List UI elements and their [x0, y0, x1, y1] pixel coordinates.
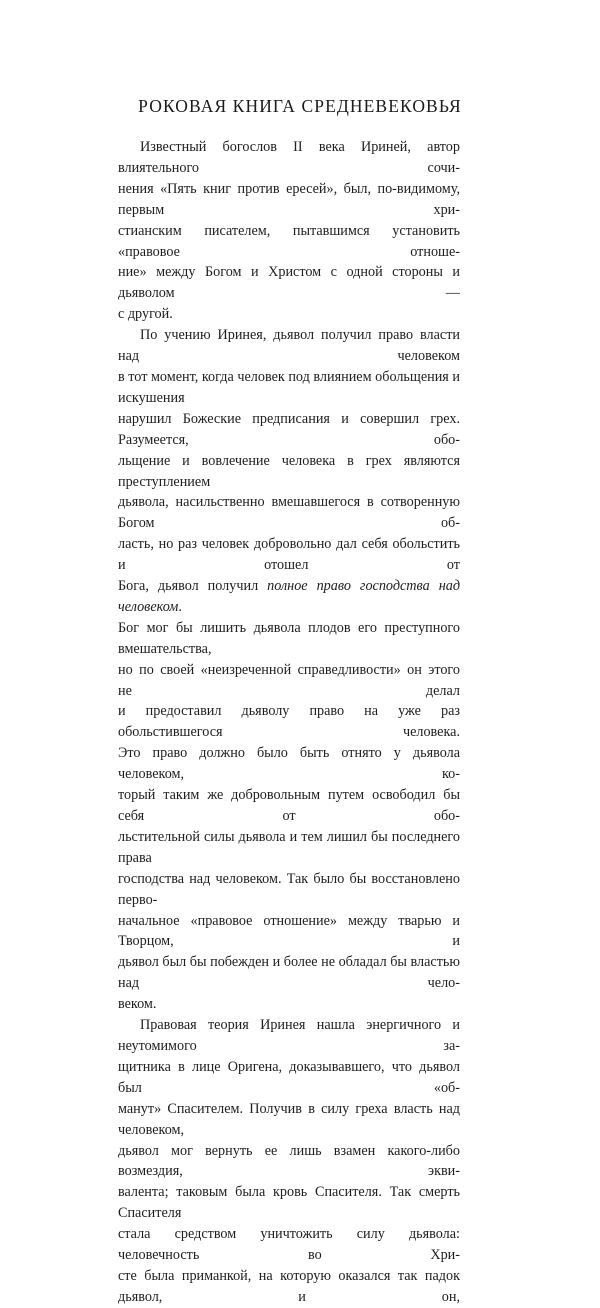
- text-line: ласть, но раз человек добровольно дал себя обольстить и отошел от: [118, 536, 460, 574]
- text-line: щитника в лице Оригена, доказывавшего, что дьявол был «об-: [118, 1058, 460, 1096]
- chapter-title: РОКОВАЯ КНИГА СРЕДНЕВЕКОВЬЯ: [138, 96, 462, 116]
- text-line: льщение и вовлечение человека в грех являются преступлением: [118, 452, 460, 490]
- text-line: манут» Спасителем. Получив в силу греха власть над человеком,: [118, 1100, 460, 1138]
- text-line-with-emphasis: [118, 576, 460, 618]
- text-line: господства над человеком. Так было бы восстановлено перво-: [118, 870, 460, 908]
- text-line: дьявол мог вернуть ее лишь взамен какого-либо возмездия, экви-: [118, 1142, 460, 1180]
- text-segment: .: [178, 598, 182, 615]
- text-line: ние» между Богом и Христом с одной стороны и дьяволом —: [118, 264, 460, 302]
- text-line: Известный богослов II века Ириней, автор влиятельного сочи-: [118, 139, 460, 176]
- text-line: но по своей «неизреченной справедливости» он этого не делал: [118, 661, 460, 699]
- text-line: в тот момент, когда человек под влиянием обольщения и искушения: [118, 368, 460, 406]
- text-line: торый таким же добровольным путем освободил бы себя от обо-: [118, 787, 460, 824]
- text-line: с другой.: [118, 306, 173, 323]
- text-line: Бог мог бы лишить дьявола плодов его преступного вмешательства,: [118, 619, 460, 657]
- text-line: и предоставил дьяволу право на уже раз обольстившегося человека.: [118, 703, 460, 741]
- chapter-body: [118, 137, 460, 1308]
- text-line: сте была приманкой, на которую оказался так падок дьявол, и он,: [118, 1267, 460, 1305]
- text-line: начальное «правовое отношение» между тварью и Творцом, и: [118, 912, 460, 950]
- text-line: стианским писателем, пытавшимся установить «правовое отноше-: [118, 222, 460, 260]
- text-segment: Бога, дьявол получил: [118, 578, 268, 595]
- text-line: стала средством уничтожить силу дьявола: человечность во Хри-: [118, 1226, 460, 1264]
- text-line: веком.: [118, 996, 157, 1013]
- paragraph-1: [118, 137, 460, 325]
- text-line: дьявола, насильственно вмешавшегося в сотворенную Богом об-: [118, 494, 460, 532]
- text-line: дьявол был бы побежден и более не обладал бы властью над чело-: [118, 954, 460, 992]
- text-line: нарушил Божеские предписания и совершил грех. Разумеется, обо-: [118, 410, 460, 448]
- text-line: льстительной силы дьявола и тем лишил бы последнего права: [118, 828, 460, 866]
- emphasized-phrase: полное право господства над человеком: [118, 578, 460, 615]
- paragraph-3: [118, 1015, 460, 1308]
- text-line: Это право должно было быть отнято у дьявола человеком, ко-: [118, 745, 460, 783]
- text-line: валента; таковым была кровь Спасителя. Так смерть Спасителя: [118, 1184, 460, 1222]
- paragraph-2: [118, 325, 460, 1015]
- text-line: нения «Пять книг против ересей», был, по-видимому, первым хри-: [118, 180, 460, 218]
- text-line: Правовая теория Иринея нашла энергичного и неутомимого за-: [118, 1017, 460, 1054]
- text-line: По учению Иринея, дьявол получил право власти над человеком: [118, 327, 460, 365]
